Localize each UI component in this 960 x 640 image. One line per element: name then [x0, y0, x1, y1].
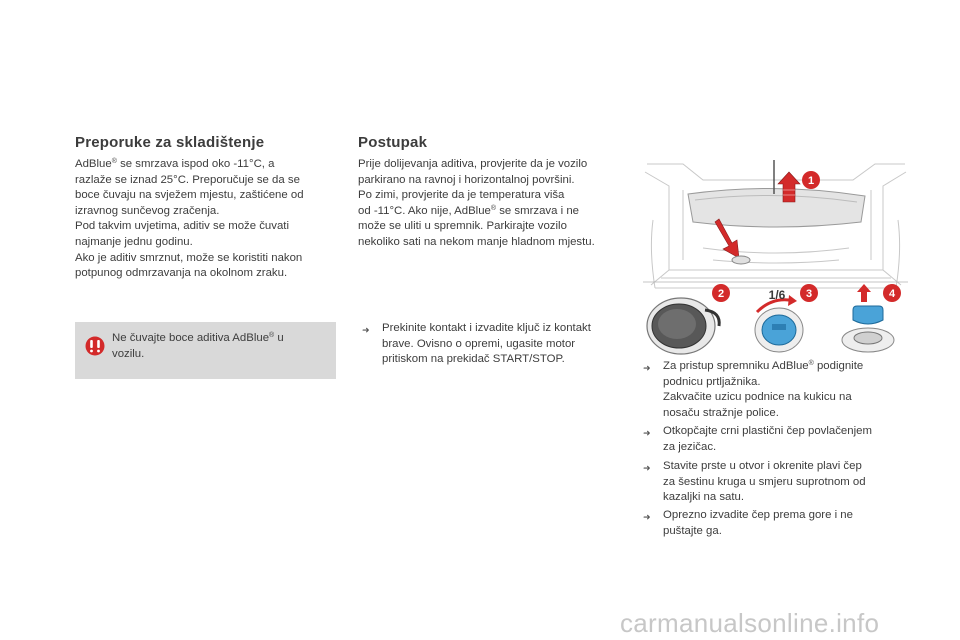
adblue-tank-illustration: [643, 160, 908, 357]
procedure-bullet: ➜ Prekinite kontakt i izvadite ključ iz kontakt brave. Ovisno o opremi, ugasite motor pritiskom na prekidač START/STOP.: [362, 321, 620, 368]
step-bullet-3: ➜ Stavite prste u otvor i okrenite plavi čep za šestinu kruga u smjeru suprotnom od kazaljki na satu.: [643, 459, 908, 506]
warning-box: [75, 322, 336, 379]
storage-paragraph: AdBlue® se smrzava ispod oko -11°C, a razlaže se iznad 25°C. Preporučuje se da se boce čuvaju na svježem mjestu, zaštićene od izravnog sunčevog zračenja. Pod takvim uvjetima, aditiv se može čuvati najmanje jednu godinu. Ako je aditiv smrznut, može se koristiti nakon potpunog odmrzavanja na okolnom zraku.: [75, 158, 304, 280]
step-bullet-2: ➜ Otkopčajte crni plastični čep povlačenjem za jezičac.: [643, 424, 908, 455]
rotation-fraction-label: 1/6: [768, 288, 786, 302]
pointer-bullet-icon: ➜: [643, 463, 651, 473]
svg-text:4: 4: [888, 288, 896, 300]
storage-heading: Preporuke za skladištenje: [75, 134, 265, 151]
svg-text:2: 2: [717, 288, 725, 300]
pointer-bullet-icon: ➜: [643, 512, 651, 522]
pointer-bullet-icon: ➜: [643, 428, 651, 438]
step-marker-1: [802, 171, 820, 189]
watermark: carmanualsonline.info: [620, 608, 880, 638]
warning-icon: [84, 336, 106, 356]
step-marker-3: [800, 284, 818, 302]
procedure-paragraph: Prije dolijevanja aditiva, provjerite da je vozilo parkirano na ravnoj i horizontalnoj površini. Po zimi, provjerite da je temperatura viša od -11°C. Ako nije, AdBlue® se smrzava i ne može se uliti u spremnik. Parkirajte vozilo nekoliko sati na nekom manje hladnom mjestu.: [358, 158, 595, 248]
pointer-bullet-icon: ➜: [643, 363, 651, 373]
svg-text:3: 3: [805, 288, 813, 300]
svg-text:1: 1: [807, 175, 815, 187]
step-bullet-1: ➜ Za pristup spremniku AdBlue® podignite podnicu prtljažnika. Zakvačite uzicu podnice na kukicu na nosaču stražnje police.: [643, 359, 908, 421]
step-bullet-4: ➜ Oprezno izvadite čep prema gore i ne puštajte ga.: [643, 508, 908, 539]
warning-text: Ne čuvajte boce aditiva AdBlue® u vozilu.: [112, 332, 284, 360]
pointer-bullet-icon: ➜: [362, 325, 370, 335]
step-marker-2: [712, 284, 730, 302]
step-marker-4: [883, 284, 901, 302]
procedure-heading: Postupak: [358, 134, 428, 151]
